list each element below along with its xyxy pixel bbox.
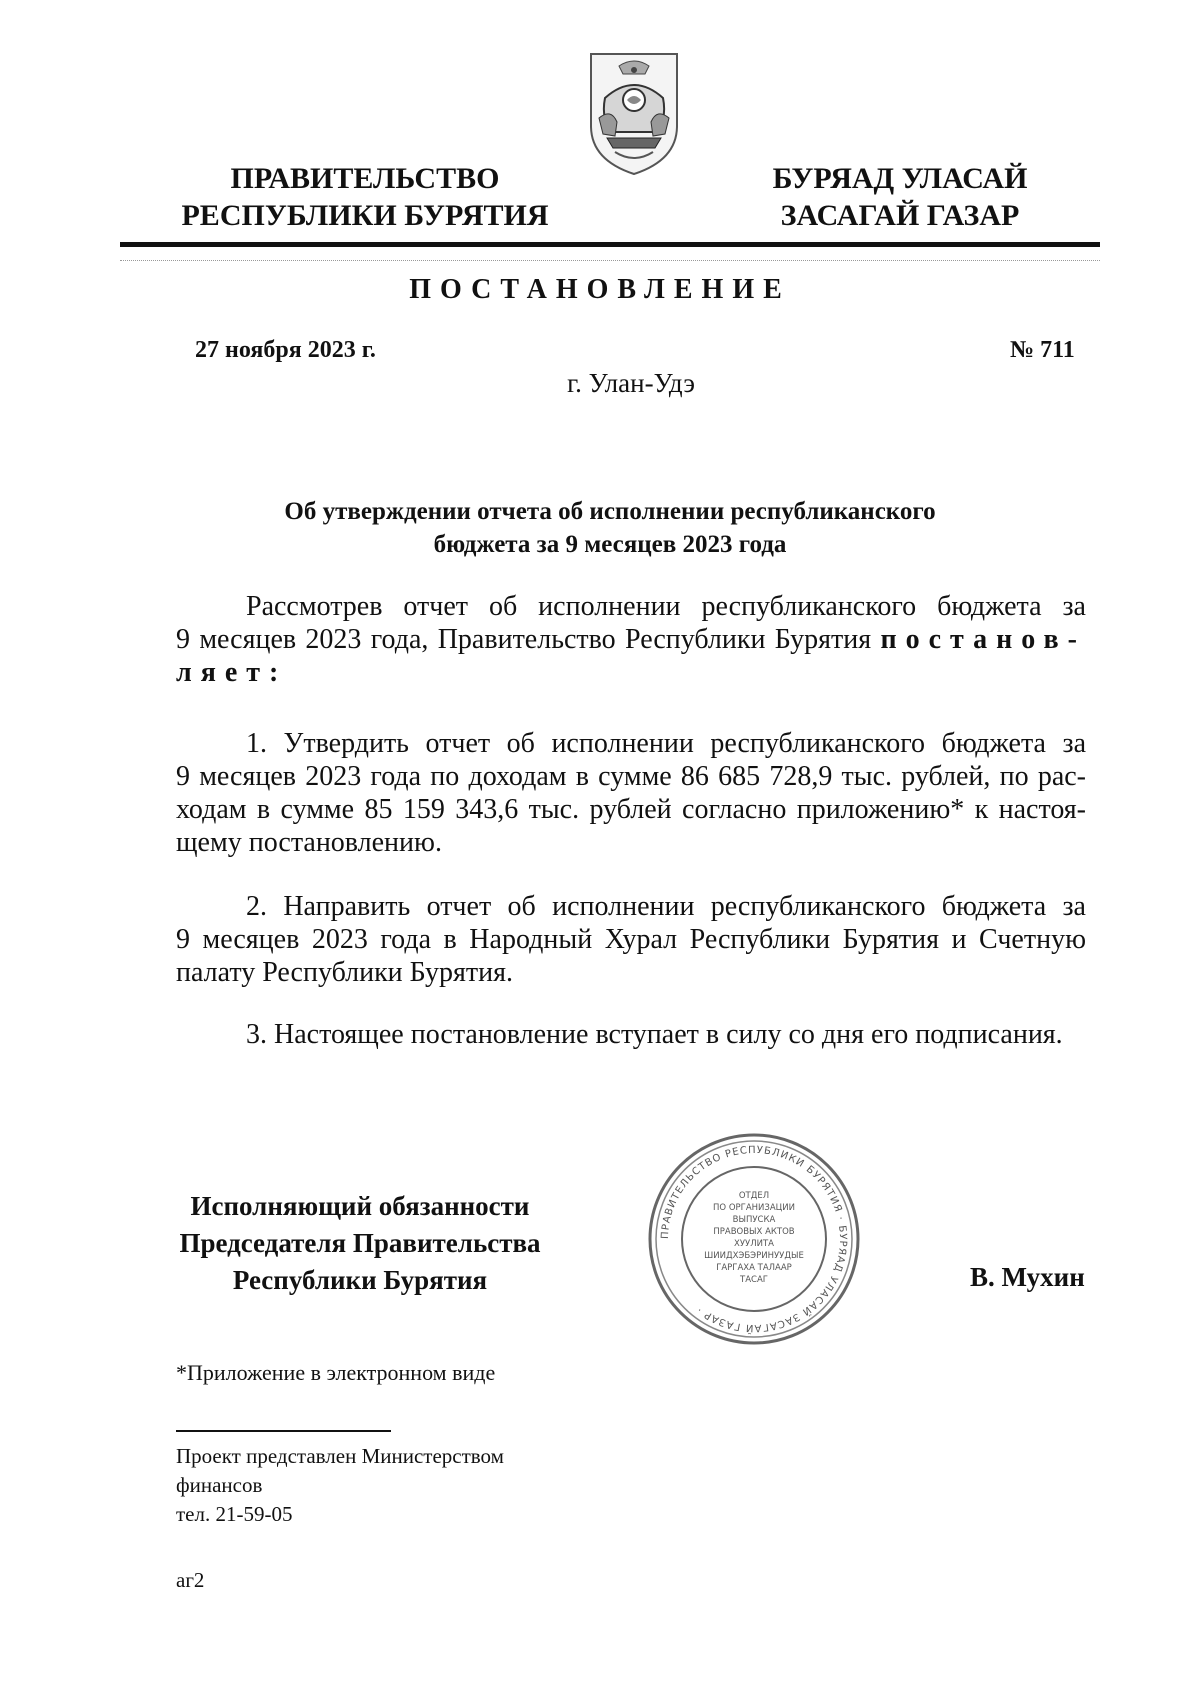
text-line: 3. Настоящее постановление вступает в силу со дня его подписания. [246,1019,1063,1050]
decree-keyword: постанов- [880,624,1087,655]
text-line: палату Республики Бурятия. [176,957,514,988]
stamp-ring-text: ПРАВИТЕЛЬСТВО РЕСПУБЛИКИ БУРЯТИЯ · БУРЯАД УЛАСАЙ ЗАСАГАЙ ГАЗАР · [659,1144,849,1334]
stamp-inner-line: ПРАВОВЫХ АКТОВ [713,1227,795,1237]
text-line [176,623,1086,656]
text-line: Рассмотрев отчет об исполнении республиканского бюджета за [246,591,1086,622]
text-line: 9 месяцев 2023 года по доходам в сумме 86 685 728,9 тыс. рублей, по рас- [176,761,1086,792]
text-line: 9 месяцев 2023 года в Народный Хурал Республики Бурятия и Счетную [176,924,1086,955]
emblem-icon [585,48,683,178]
position-line: Председателя Правительства [179,1228,541,1258]
title-line: бюджета за 9 месяцев 2023 года [433,531,787,558]
issuer-line: ПРАВИТЕЛЬСТВО [230,162,500,195]
document-number: № 711 [1010,337,1075,363]
text-fragment: 9 месяцев 2023 года, Правительство Республики Бурятия [176,624,872,655]
signatory-name: В. Мухин [970,1262,1085,1292]
text-line: щему постановлению. [176,827,442,858]
stamp-inner-line: ХУУЛИТА [734,1239,774,1249]
position-line: Республики Бурятия [232,1265,488,1295]
issuer-line: РЕСПУБЛИКИ БУРЯТИЯ [181,199,549,232]
header-divider-thin [120,260,1100,261]
issuer-name-buryat [740,160,1060,234]
stamp-inner-line: ТАСАГ [740,1275,768,1285]
project-info [176,1442,504,1529]
stamp-inner-line: ОТДЕЛ [738,1191,770,1201]
issuer-line: БУРЯАД УЛАСАЙ [772,162,1028,195]
text-line: 2. Направить отчет об исполнении республиканского бюджета за [246,891,1086,922]
stamp-inner-line: ВЫПУСКА [732,1215,776,1225]
clause-3 [176,1018,1086,1051]
footer-divider [176,1430,391,1432]
text-line: ходам в сумме 85 159 343,6 тыс. рублей согласно приложению* к настоя- [176,794,1086,825]
title-line: Об утверждении отчета об исполнении республиканского [284,498,936,525]
stamp-inner-line: ПО ОРГАНИЗАЦИИ [713,1203,795,1213]
issuer-name-russian [150,160,580,234]
stamp-seal [645,1130,863,1348]
official-stamp [645,1130,863,1348]
clause-1 [176,727,1086,859]
project-line: Проект представлен Министерством [176,1444,504,1468]
document-city: г. Улан-Удэ [567,368,695,398]
document-title [170,495,1050,561]
coat-of-arms-emblem [585,48,683,178]
clause-2 [176,890,1086,989]
document-code: аг2 [176,1568,205,1592]
stamp-inner-line: ГАРГАХА ТАЛААР [716,1263,792,1273]
header-divider [120,242,1100,247]
preamble-paragraph [176,590,1086,689]
position-line: Исполняющий обязанности [190,1191,530,1221]
document-type: ПОСТАНОВЛЕНИЕ [409,274,791,305]
project-phone: тел. 21-59-05 [176,1502,293,1526]
signatory-position [140,1188,580,1299]
text-line: 1. Утвердить отчет об исполнении республиканского бюджета за [246,728,1086,759]
stamp-inner-line: ШИИДХЭБЭРИНУУДЫЕ [704,1251,804,1261]
appendix-note: *Приложение в электронном виде [176,1360,496,1385]
issuer-line: ЗАСАГАЙ ГАЗАР [780,199,1020,232]
project-line: финансов [176,1473,263,1497]
document-date: 27 ноября 2023 г. [195,337,376,363]
decree-keyword: ляет: [176,657,288,688]
